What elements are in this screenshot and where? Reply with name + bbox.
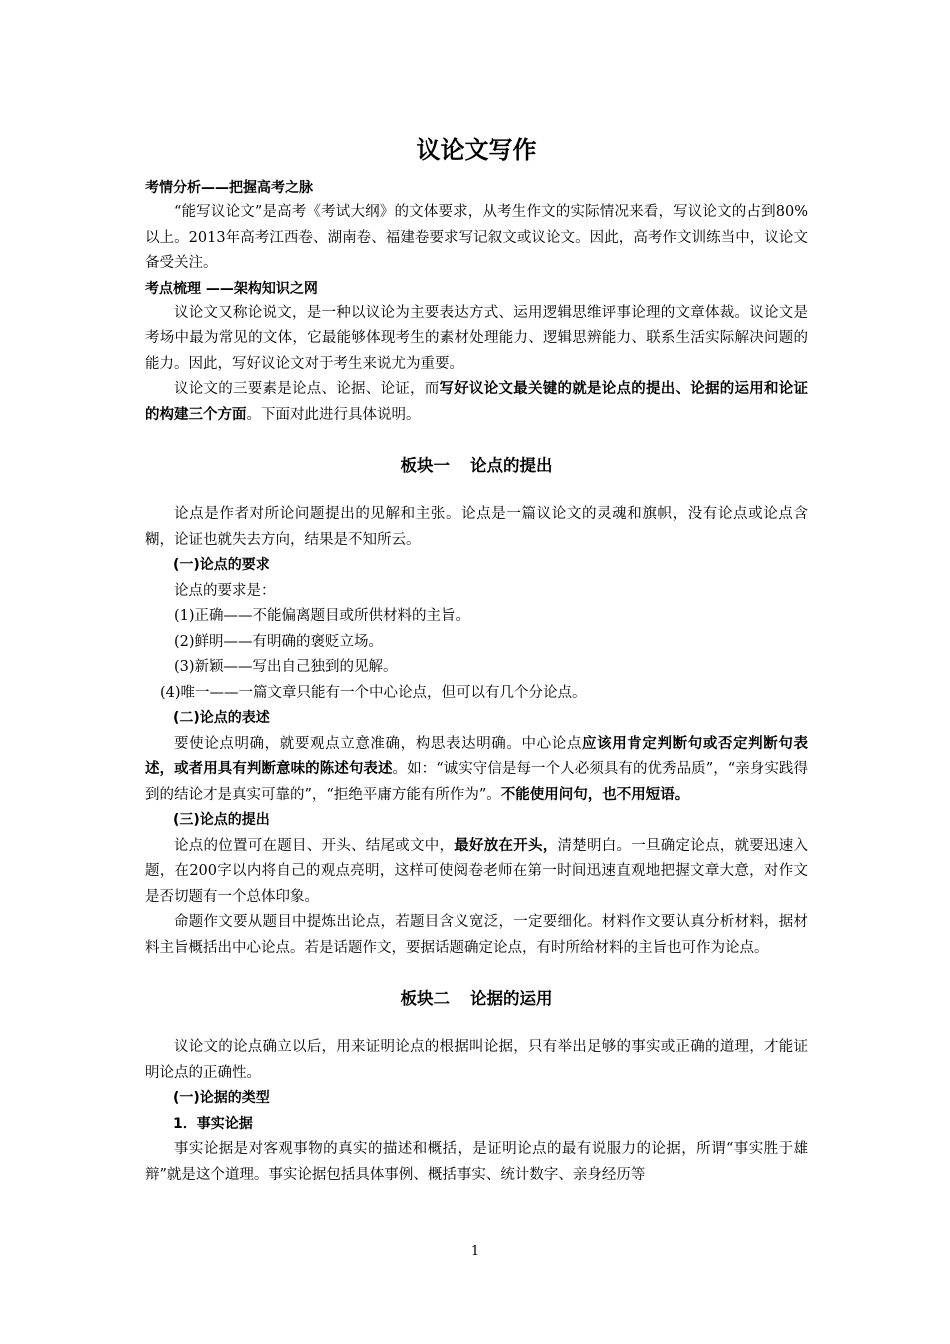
item-fact-evidence-heading: 1．事实论据 (173, 1115, 253, 1132)
document-body (145, 130, 808, 1188)
requirements-lead: 论点的要求是： (174, 582, 276, 599)
block-name: 论点的提出 (470, 456, 553, 475)
emphasis-run: 写好议论文最关键的就是论点的提出、论据的运用和论证的构建三个方面 (145, 381, 808, 423)
requirement-item: (3)新颖——写出自己独到的见解。 (174, 659, 398, 675)
text-run: 清楚明白。一旦确定论点，就要迅速入题，在200字以内将自己的观点亮明，这样可使阅卷老师在第一时间迅速直观地把握文章大意，对作文是否切题有一个总体印象。 (145, 837, 808, 905)
expression-paragraph (145, 732, 808, 809)
section-knowledge-paragraph-2 (145, 377, 808, 428)
emphasis-run: 应该用肯定判断句或否定判断句表述，或者用具有判断意味的陈述句表述 (145, 735, 809, 777)
subheading-proposal: (三)论点的提出 (173, 812, 270, 828)
emphasis-run: 不能使用问句，也不用短语。 (500, 786, 690, 803)
text-run: 议论文的三要素是论点、论据、论证，而 (174, 381, 440, 397)
block2-intro: 议论文的论点确立以后，用来证明论点的根据叫论据，只有举出足够的事实或正确的道理，才能证明论点的正确性。 (145, 1039, 808, 1081)
section-knowledge-paragraph-1: 议论文又称论说文，是一种以议论为主要表达方式、运用逻辑思维评事论理的文章体裁。议论文是考场中最为常见的文体，它最能够体现考生的素材处理能力、逻辑思辨能力、联系生活实际解决问题的能力。因此，写好议论文对于考生来说尤为重要。 (145, 304, 808, 372)
requirement-item: (4)唯一——一篇文章只能有一个中心论点，但可以有几个分论点。 (160, 684, 587, 701)
text-run: 论点的位置可在题目、开头、结尾或文中， (174, 837, 455, 854)
subheading-requirements: (一)论点的要求 (173, 557, 270, 573)
block1-intro: 论点是作者对所论问题提出的见解和主张。论点是一篇议论文的灵魂和旗帜，没有论点或论点含糊，论证也就失去方向，结果是不知所云。 (145, 506, 808, 548)
text-run: 。如：“诚实守信是每一个人必须具有的优秀品质”，“亲身实践得到的结论才是真实可靠的”，“拒绝平庸方能有所作为”。 (145, 761, 808, 803)
section-heading-analysis: 考情分析——把握高考之脉 (145, 180, 313, 196)
requirement-item: (2)鲜明——有明确的褒贬立场。 (174, 633, 384, 650)
subheading-expression: (二)论点的表述 (173, 710, 270, 726)
fact-evidence-paragraph: 事实论据是对客观事物的真实的描述和概括，是证明论点的最有说服力的论据，所谓“事实胜于雄辩”就是这个道理。事实论据包括具体事例、概括事实、统计数字、亲身经历等 (145, 1141, 808, 1183)
emphasis-run: 最好放在开头， (454, 837, 558, 854)
requirement-item: (1)正确——不能偏离题目或所供材料的主旨。 (174, 608, 471, 624)
document-title: 议论文写作 (416, 136, 537, 164)
subheading-evidence-types: (一)论据的类型 (173, 1090, 270, 1106)
section-heading-knowledge: 考点梳理 ——架构知识之网 (145, 280, 318, 297)
block-name: 论据的运用 (470, 989, 553, 1008)
proposal-paragraph-1 (145, 834, 808, 911)
text-run: 。下面对此进行具体说明。 (246, 406, 421, 423)
block-label: 板块一 (400, 456, 450, 475)
section-analysis-paragraph: “能写议论文”是高考《考试大纲》的文体要求，从考生作文的实际情况来看，写议论文的占到80%以上。2013年高考江西卷、湖南卷、福建卷要求写记叙文或议论文。因此，高考作文训练当中，议论文备受关注。 (145, 204, 808, 271)
proposal-paragraph-2: 命题作文要从题目中提炼出论点，若题目含义宽泛，一定要细化。材料作文要认真分析材料，据材料主旨概括出中心论点。若是话题作文，要据话题确定论点，有时所给材料的主旨也可作为论点。 (145, 914, 808, 956)
text-run: 要使论点明确，就要观点立意准确，构思表达明确。中心论点 (174, 735, 582, 752)
page-number: 1 (470, 1244, 480, 1259)
block-title-1 (145, 452, 808, 480)
block-title-2 (145, 985, 808, 1013)
block-label: 板块二 (400, 989, 450, 1008)
